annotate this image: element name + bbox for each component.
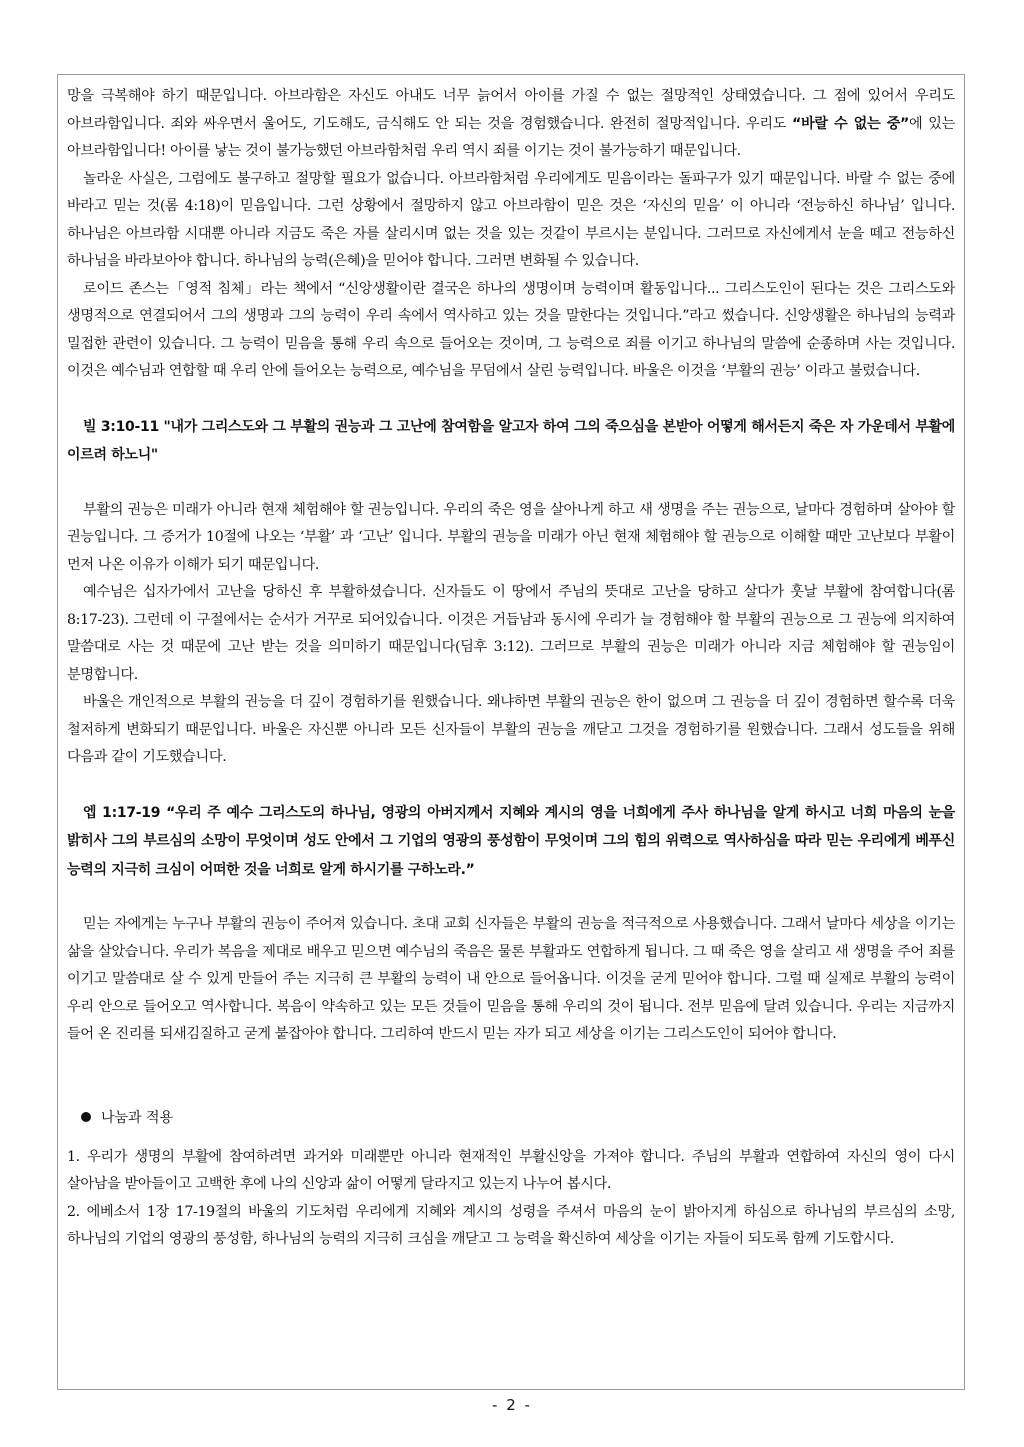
spacer (67, 470, 955, 497)
spacer (67, 884, 955, 911)
scripture-verse-2: 엡 1:17-19 “우리 주 예수 그리스도의 하나님, 영광의 아버지께서 지혜와 계시의 영을 너희에게 주사 하나님을 알게 하시고 너희 마음의 눈을 밝히사 그의 부르심의 소망이 무엇이며 성도 안에서 그 기업의 영광의 풍성함이 무엇이며 그의 힘의 위력으로 역사하심을 따라 믿는 우리에게 베푸신 능력의 지극히 크심이 어떠한 것을 너희로 알게 하시기를 구하노라.” (67, 804, 955, 878)
spacer (67, 772, 955, 799)
section-heading-text: 나눔과 적용 (101, 1109, 174, 1126)
paragraph-3-quote: “신앙생활이란 결국은 하나의 생명이며 능력이며 활동입니다... 그리스도인이 된다는 것은 그리스도와 생명적으로 연결되어서 그의 생명과 그의 능력이 우리 속에서 역사하고 있는 것을 말한다는 것입니다.” (67, 280, 956, 324)
spacer (67, 1049, 955, 1104)
spacer (67, 1132, 955, 1144)
paragraph-1-emphasis: “바랄 수 없는 중” (792, 115, 910, 132)
paragraph-2: 놀라운 사실은, 그럼에도 불구하고 절망할 필요가 없습니다. 아브라함처럼 우리에게도 믿음이라는 돌파구가 있기 때문입니다. 바랄 수 없는 중에 바라고 믿는 것(롬 4:18)이 믿음입니다. 그런 상황에서 절망하지 않고 아브라함이 믿은 것은 ‘자신의 믿음’ 이 아니라 ‘전능하신 하나님’ 입니다. 하나님은 아브라함 시대뿐 아니라 지금도 죽은 자를 살리시며 없는 것을 있는 것같이 부르시는 분입니다. 그러므로 자신에게서 눈을 떼고 전능하신 하나님을 바라보아야 합니다. 하나님의 능력(은혜)을 믿어야 합니다. 그러면 변화될 수 있습니다. (67, 170, 955, 269)
paragraph-3 (67, 276, 955, 386)
scripture-verse-1: 빌 3:10-11 "내가 그리스도와 그 부활의 권능과 그 고난에 참여함을 알고자 하여 그의 죽으심을 본받아 어떻게 해서든지 죽은 자 가운데서 부활에 이르려 하노니" (67, 418, 955, 463)
section-heading (67, 1104, 955, 1132)
page-number: - 2 - (492, 1396, 532, 1414)
paragraph-1-text: 망을 극복해야 하기 때문입니다. 아브라함은 자신도 아내도 너무 늙어서 아이를 가질 수 없는 절망적인 상태였습니다. 그 점에 있어서 우리도 아브라함입니다. 죄와 싸우면서 울어도, 기도해도, 금식해도 안 되는 것을 경험했습니다. 완전히 절망적입니다. 우리도 (67, 88, 955, 132)
question-2: 2. 에베소서 1장 17-19절의 바울의 기도처럼 우리에게 지혜와 계시의 성령을 주셔서 마음의 눈이 밝아지게 하심으로 하나님의 부르심의 소망, 하나님의 기업의 영광의 풍성함, 하나님의 능력의 지극히 크심을 깨닫고 그 능력을 확신하여 세상을 이기는 자들이 되도록 함께 기도합시다. (67, 1203, 955, 1247)
paragraph-3-tail: 라고 썼습니다. 신앙생활은 하나님의 능력과 밀접한 관련이 있습니다. 그 능력이 믿음을 통해 우리 속으로 들어오는 것이며, 그 능력으로 죄를 이기고 하나님의 말씀에 순종하며 사는 것입니다. 이것은 예수님과 연합할 때 우리 안에 들어오는 능력으로, 예수님을 무덤에서 살린 능력입니다. 바울은 이것을 ‘부활의 권능’ 이라고 불렀습니다. (67, 308, 955, 379)
question-1: 1. 우리가 생명의 부활에 참여하려면 과거와 미래뿐만 아니라 현재적인 부활신앙을 가져야 합니다. 주님의 부활과 연합하여 자신의 영이 다시 살아남을 받아들이고 고백한 후에 나의 신앙과 삶이 어떻게 달라지고 있는지 나누어 봅시다. (67, 1148, 955, 1192)
paragraph-6: 바울은 개인적으로 부활의 권능을 더 깊이 경험하기를 원했습니다. 왜냐하면 부활의 권능은 한이 없으며 그 권능을 더 깊이 경험하면 할수록 더욱 철저하게 변화되기 때문입니다. 바울은 자신뿐 아니라 모든 신자들이 부활의 권능을 깨닫고 그것을 경험하기를 원했습니다. 그래서 성도들을 위해 다음과 같이 기도했습니다. (67, 694, 955, 765)
paragraph-4: 부활의 권능은 미래가 아니라 현재 체험해야 할 권능입니다. 우리의 죽은 영을 살아나게 하고 새 생명을 주는 권능으로, 날마다 경험하며 살아야 할 권능입니다. 그 증거가 10절에 나오는 ‘부활’ 과 ‘고난’ 입니다. 부활의 권능을 미래가 아닌 현재 체험해야 할 권능으로 이해할 때만 고난보다 부활이 먼저 나온 이유가 이해가 되기 때문입니다. (67, 501, 955, 573)
paragraph-1-tail: 에 있는 아브라함입니다! 아이를 낳는 것이 불가능했던 아브라함처럼 우리 역시 죄를 이기는 것이 불가능하기 때문입니다. (67, 115, 955, 159)
paragraph-3-intro: 로이드 존스는「영적 침체」라는 책에서 (83, 280, 333, 297)
bullet-icon (81, 1112, 91, 1122)
paragraph-5: 예수님은 십자가에서 고난을 당하신 후 부활하셨습니다. 신자들도 이 땅에서 주님의 뜻대로 고난을 당하고 살다가 훗날 부활에 참여합니다(롬 8:17-23). 그런데 이 구절에서는 순서가 거꾸로 되어있습니다. 이것은 거듭남과 동시에 우리가 늘 경험해야 할 부활의 권능으로 그 권능에 의지하여 말씀대로 사는 것 때문에 고난 받는 것을 의미하기 때문입니다(딤후 3:12). 그러므로 부활의 권능은 미래가 아니라 지금 체험해야 할 권능임이 분명합니다. (67, 584, 955, 683)
paragraph-7: 믿는 자에게는 누구나 부활의 권능이 주어져 있습니다. 초대 교회 신자들은 부활의 권능을 적극적으로 사용했습니다. 그래서 날마다 세상을 이기는 삶을 살았습니다. 우리가 복음을 제대로 배우고 믿으면 예수님의 죽음은 물론 부활과도 연합하게 됩니다. 그 때 죽은 영을 살리고 새 생명을 주어 죄를 이기고 말씀대로 살 수 있게 만들어 주는 지극히 큰 부활의 능력이 내 안으로 들어옵니다. 이것을 굳게 믿어야 합니다. 그럴 때 실제로 부활의 능력이 우리 안으로 들어오고 역사합니다. 복음이 약속하고 있는 모든 것들이 믿음을 통해 우리의 것이 됩니다. 전부 믿음에 달려 있습니다. 우리는 지금까지 들어 온 진리를 되새김질하고 굳게 붙잡아야 합니다. 그리하여 반드시 믿는 자가 되고 세상을 이기는 그리스도인이 되어야 합니다. (67, 916, 955, 1042)
document-body (67, 83, 955, 1254)
spacer (67, 386, 955, 413)
paragraph-1 (67, 83, 955, 166)
